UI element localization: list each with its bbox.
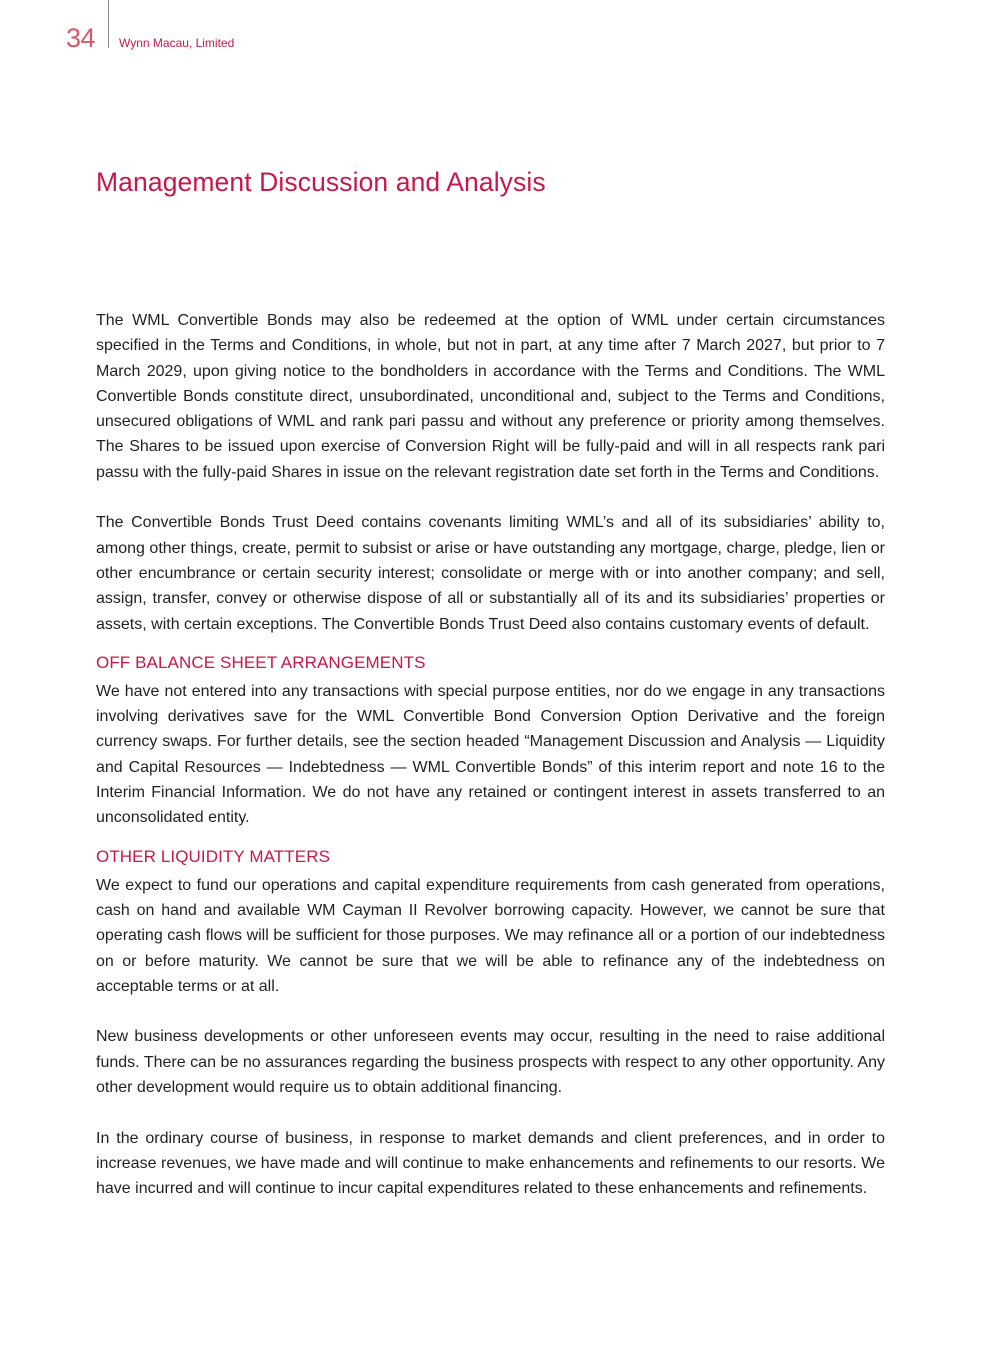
- page-number: 34: [66, 23, 96, 53]
- paragraph-spacer: [96, 1100, 885, 1125]
- section-other-liquidity: [96, 831, 885, 1202]
- paragraph: We expect to fund our operations and capital expenditure requirements from cash generated from operations, cash on hand and available WM Cayman II Revolver borrowing capacity. However, we cannot be sure that operating cash flows will be sufficient for those purposes. We may refinance all or a portion of our indebtedness on or before maturity. We cannot be sure that we will be able to refinance any of the indebtedness on acceptable terms or at all.: [96, 876, 885, 995]
- paragraph-spacer: [96, 999, 885, 1024]
- paragraph-spacer: [96, 485, 885, 510]
- section-heading: OFF BALANCE SHEET ARRANGEMENTS: [96, 652, 426, 672]
- paragraph: In the ordinary course of business, in response to market demands and client preferences, and in order to increase revenues, we have made and will continue to make enhancements and refinements to our resorts. We have incurred and will continue to incur capital expenditures related to these enhancements and refinements.: [96, 1129, 885, 1198]
- document-body: [96, 308, 885, 1202]
- paragraph: New business developments or other unforeseen events may occur, resulting in the need to raise additional funds. There can be no assurances regarding the business prospects with respect to any other opportunity. Any other development would require us to obtain additional financing.: [96, 1028, 885, 1097]
- section-heading: OTHER LIQUIDITY MATTERS: [96, 846, 331, 866]
- paragraph: The WML Convertible Bonds may also be redeemed at the option of WML under certain circumstances specified in the Terms and Conditions, in whole, but not in part, at any time after 7 March 2027, but prior to 7 March 2029, upon giving notice to the bondholders in accordance with the Terms and Conditions. The WML Convertible Bonds constitute direct, unsubordinated, unconditional and, subject to the Terms and Conditions, unsecured obligations of WML and rank pari passu and without any preference or priority among themselves. The Shares to be issued upon exercise of Conversion Right will be fully-paid and will in all respects rank pari passu with the fully-paid Shares in issue on the relevant registration date set forth in the Terms and Conditions.: [96, 312, 885, 481]
- company-name: Wynn Macau, Limited: [119, 36, 235, 50]
- section-off-balance-sheet: [96, 637, 885, 831]
- paragraph: The Convertible Bonds Trust Deed contains covenants limiting WML’s and all of its subsidiaries’ ability to, among other things, create, permit to subsist or arise or have outstanding any mortgage, charge, pledge, lien or other encumbrance or certain security interest; consolidate or merge with or into another company; and sell, assign, transfer, convey or otherwise dispose of all or substantially all of its and its subsidiaries’ properties or assets, with certain exceptions. The Convertible Bonds Trust Deed also contains customary events of default.: [96, 514, 885, 633]
- header-divider: [108, 0, 109, 48]
- paragraph: We have not entered into any transactions with special purpose entities, nor do we engage in any transactions involving derivatives save for the WML Convertible Bond Conversion Option Derivative and the foreign currency swaps. For further details, see the section headed “Management Discussion and Analysis — Liquidity and Capital Resources — Indebtedness — WML Convertible Bonds” of this interim report and note 16 to the Interim Financial Information. We do not have any retained or contingent interest in assets transferred to an unconsolidated entity.: [96, 682, 885, 827]
- page-title: Management Discussion and Analysis: [96, 167, 546, 197]
